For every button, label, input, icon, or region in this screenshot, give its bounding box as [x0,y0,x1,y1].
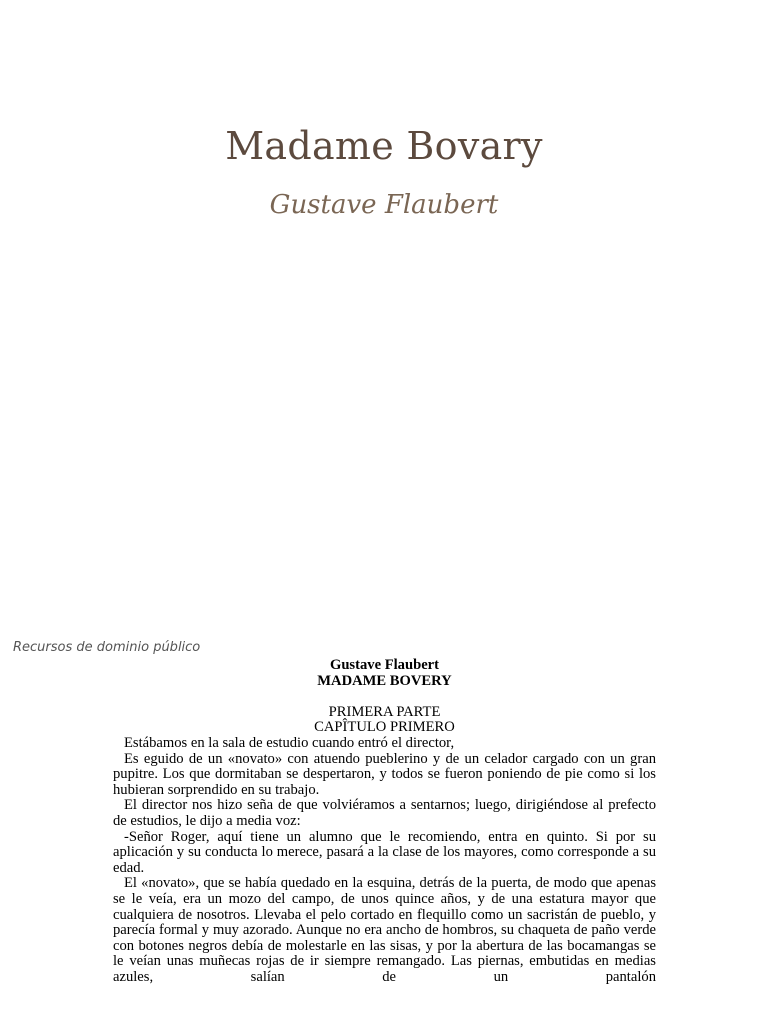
chapter-heading: CAPÎTULO PRIMERO [314,719,455,736]
document-page [113,658,656,985]
cover-title: Madame Bovary [225,124,543,168]
document-author: Gustave Flaubert [329,657,440,673]
source-note: Recursos de dominio público [13,640,201,655]
part-heading: PRIMERA PARTE [328,703,441,720]
paragraph: Estábamos en la sala de estudio cuando entró el director, [124,734,455,751]
spacer [113,689,656,705]
document-title: MADAME BOVERY [317,672,452,689]
paragraph: El director nos hizo seña de que volviéramos a sentarnos; luego, dirigiéndose al prefecto de estudios, le dijo a media voz: [113,797,656,829]
paragraph: -Señor Roger, aquí tiene un alumno que le recomiendo, entra en quinto. Si por su aplicación y su conducta lo merece, pasará a la clase de los mayores, como corresponde a su edad. [113,828,656,876]
cover-author: Gustave Flaubert [269,190,499,220]
paragraph: El «novato», que se había quedado en la esquina, detrás de la puerta, de modo que apenas se le veía, era un mozo del campo, de unos quince años, y de una estatura mayor que cualquiera de nosotros. Llevaba el pelo cortado en flequillo como un sacristán de pueblo, y parecía formal y muy azorado. Aunque no era ancho de hombros, su chaqueta de paño verde con botones negros debía de molestarle en las sisas, y por la abertura de las bocamangas se le veían unas muñecas rojas de ir siempre remangado. Las piernas, embutidas en medias azules, salían de un pantalón [113,875,656,985]
paragraph: Es eguido de un «novato» con atuendo pueblerino y de un celador cargado con un gran pupitre. Los que dormitaban se despertaron, y todos se fueron poniendo de pie como si los hubieran sorprendido en su trabajo. [113,750,656,798]
